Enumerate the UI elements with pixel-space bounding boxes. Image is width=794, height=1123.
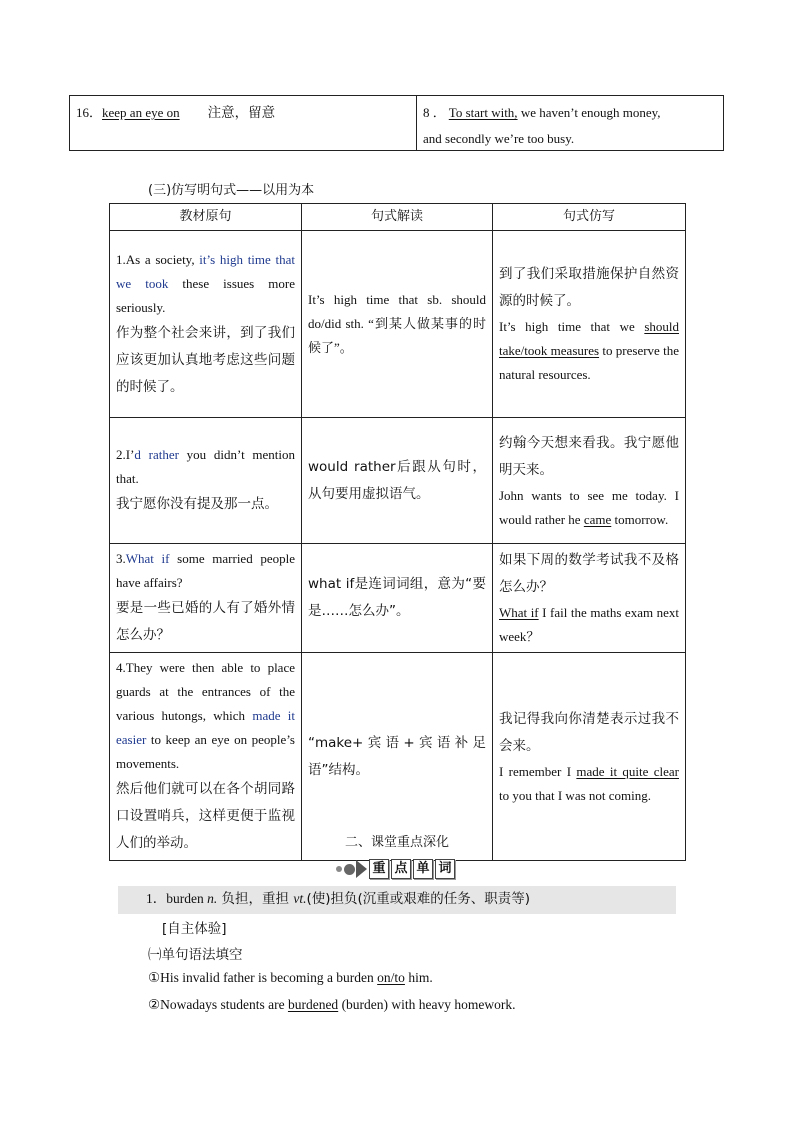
dot-icon xyxy=(336,866,342,872)
column-header: 教材原句 xyxy=(110,204,302,231)
item-number: 8 ． xyxy=(423,105,446,120)
imitation-text: tomorrow. xyxy=(611,511,669,527)
part-of-speech: vt. xyxy=(293,891,307,906)
imitation-text: John wants to see me today. I would rather he xyxy=(499,487,679,527)
interpretation-cell xyxy=(302,544,493,653)
arrow-right-icon xyxy=(356,860,367,878)
phrase-meaning: 注意，留意 xyxy=(207,105,276,121)
entry-number: 1． xyxy=(146,891,167,906)
imitation-cell xyxy=(493,544,686,653)
highlight-pattern: d rather xyxy=(134,447,179,462)
exercise-text: ②Nowadays students are xyxy=(148,997,288,1012)
sentence-pattern-table xyxy=(109,203,686,861)
exercise-text: ①His invalid father is becoming a burden xyxy=(148,970,378,985)
original-sentence-cell xyxy=(110,231,302,418)
column-header: 句式解读 xyxy=(302,204,493,231)
part-of-speech: n. xyxy=(207,891,218,906)
interpretation-cell xyxy=(302,653,493,861)
original-translation: 然后他们就可以在各个胡同路口设置哨兵，这样更便于监视人们的举动。 xyxy=(116,781,295,851)
imitation-prompt: 如果下周的数学考试我不及格怎么办？ xyxy=(499,552,679,595)
imitation-text: to you that I was not coming. xyxy=(499,787,652,803)
entry-word: burden xyxy=(166,891,204,906)
table-row xyxy=(110,231,686,418)
imitation-cell xyxy=(493,231,686,418)
badge-char: 重 xyxy=(369,859,389,879)
section-title: 二、课堂重点深化 xyxy=(344,835,449,850)
keywords-badge xyxy=(336,858,457,880)
imitation-answer: should take/took measures xyxy=(499,319,679,358)
original-translation: 作为整个社会来讲，到了我们应该更加认真地考虑这些问题的时候了。 xyxy=(116,324,295,395)
subsection-label: [自主体验] xyxy=(162,921,227,937)
original-sentence-cell xyxy=(110,653,302,861)
column-header: 句式仿写 xyxy=(493,204,686,231)
imitation-answer: came xyxy=(583,511,612,527)
imitation-cell xyxy=(493,653,686,861)
interpretation-cell xyxy=(302,418,493,544)
badge-char: 词 xyxy=(435,859,455,879)
original-text: 3. xyxy=(116,551,126,566)
interpretation-text: would rather后跟从句时，从句要用虚拟语气。 xyxy=(308,458,486,502)
exercise-answer: on/to xyxy=(377,970,405,985)
imitation-cell xyxy=(493,418,686,544)
imitation-text: I fail the maths exam next week？ xyxy=(499,605,680,644)
original-text: these issues more seriously. xyxy=(116,275,296,315)
vocab-cell-16 xyxy=(70,96,417,150)
imitation-text: I remember I xyxy=(499,763,577,779)
exercise-text: him. xyxy=(404,970,433,985)
interpretation-text: “make+宾语+宾语补足语”结构。 xyxy=(308,734,486,778)
exercise-text: (burden) with heavy homework. xyxy=(338,997,516,1012)
table-row xyxy=(110,544,686,653)
sentence-rest: we haven’t enough money, xyxy=(517,105,661,120)
original-text: 4.They were then able to place guards at the entrances of the various hutongs, which xyxy=(116,660,295,723)
word-entry-bar xyxy=(118,886,676,914)
badge-char: 单 xyxy=(413,859,433,879)
original-text: 2.I’ xyxy=(116,447,135,462)
highlight-pattern: What if xyxy=(125,551,170,566)
table-header-row xyxy=(110,204,686,231)
imitation-answer: What if xyxy=(499,605,539,620)
highlight-pattern: it’s high time that we took xyxy=(116,251,295,291)
interpretation-cell xyxy=(302,231,493,418)
exercise-item xyxy=(148,997,516,1013)
section-title: (三)仿写明句式——以用为本 xyxy=(148,183,315,198)
phrase-answer: keep an eye on xyxy=(102,105,180,120)
dot-icon xyxy=(344,864,355,875)
highlight-pattern: made it easier xyxy=(116,708,295,747)
vocab-table xyxy=(69,95,724,151)
item-number: 16． xyxy=(76,105,103,120)
imitation-answer: made it quite clear xyxy=(576,763,679,779)
sentence-rest-2: and secondly we’re too busy. xyxy=(423,131,575,146)
original-translation: 我宁愿你没有提及那一点。 xyxy=(116,496,278,512)
definition: 负担，重担 xyxy=(217,891,294,907)
interpretation-text: what if是连词词组，意为“要是……怎么办”。 xyxy=(308,576,486,619)
definition: (使)担负(沉重或艰难的任务、职责等) xyxy=(306,891,531,907)
imitation-text: It’s high time that we xyxy=(499,319,645,334)
original-text: some married people have affairs? xyxy=(116,551,296,590)
table-row xyxy=(110,418,686,544)
imitation-prompt: 约翰今天想来看我。我宁愿他明天来。 xyxy=(499,434,679,478)
table-row xyxy=(110,653,686,861)
original-text: to keep an eye on people’s movements. xyxy=(116,732,295,771)
exercise-item xyxy=(148,970,433,986)
exercise-title: ㈠单句语法填空 xyxy=(148,947,243,963)
original-text: 1.As a society, xyxy=(116,251,200,267)
imitation-prompt: 到了我们采取措施保护自然资源的时候了。 xyxy=(499,266,679,309)
exercise-answer: burdened xyxy=(287,997,339,1012)
original-translation: 要是一些已婚的人有了婚外情怎么办？ xyxy=(116,600,295,643)
badge-char: 点 xyxy=(391,859,411,879)
imitation-text: to preserve the natural resources. xyxy=(499,343,679,382)
vocab-cell-8 xyxy=(417,96,723,150)
original-sentence-cell xyxy=(110,418,302,544)
imitation-prompt: 我记得我向你清楚表示过我不会来。 xyxy=(499,710,679,754)
phrase-answer: To start with, xyxy=(448,105,518,120)
original-text: you didn’t mention that. xyxy=(116,447,295,486)
interpretation-text: It’s high time that sb. should do/did sth. “到某人做某事的时候了”。 xyxy=(308,292,486,355)
original-sentence-cell xyxy=(110,544,302,653)
